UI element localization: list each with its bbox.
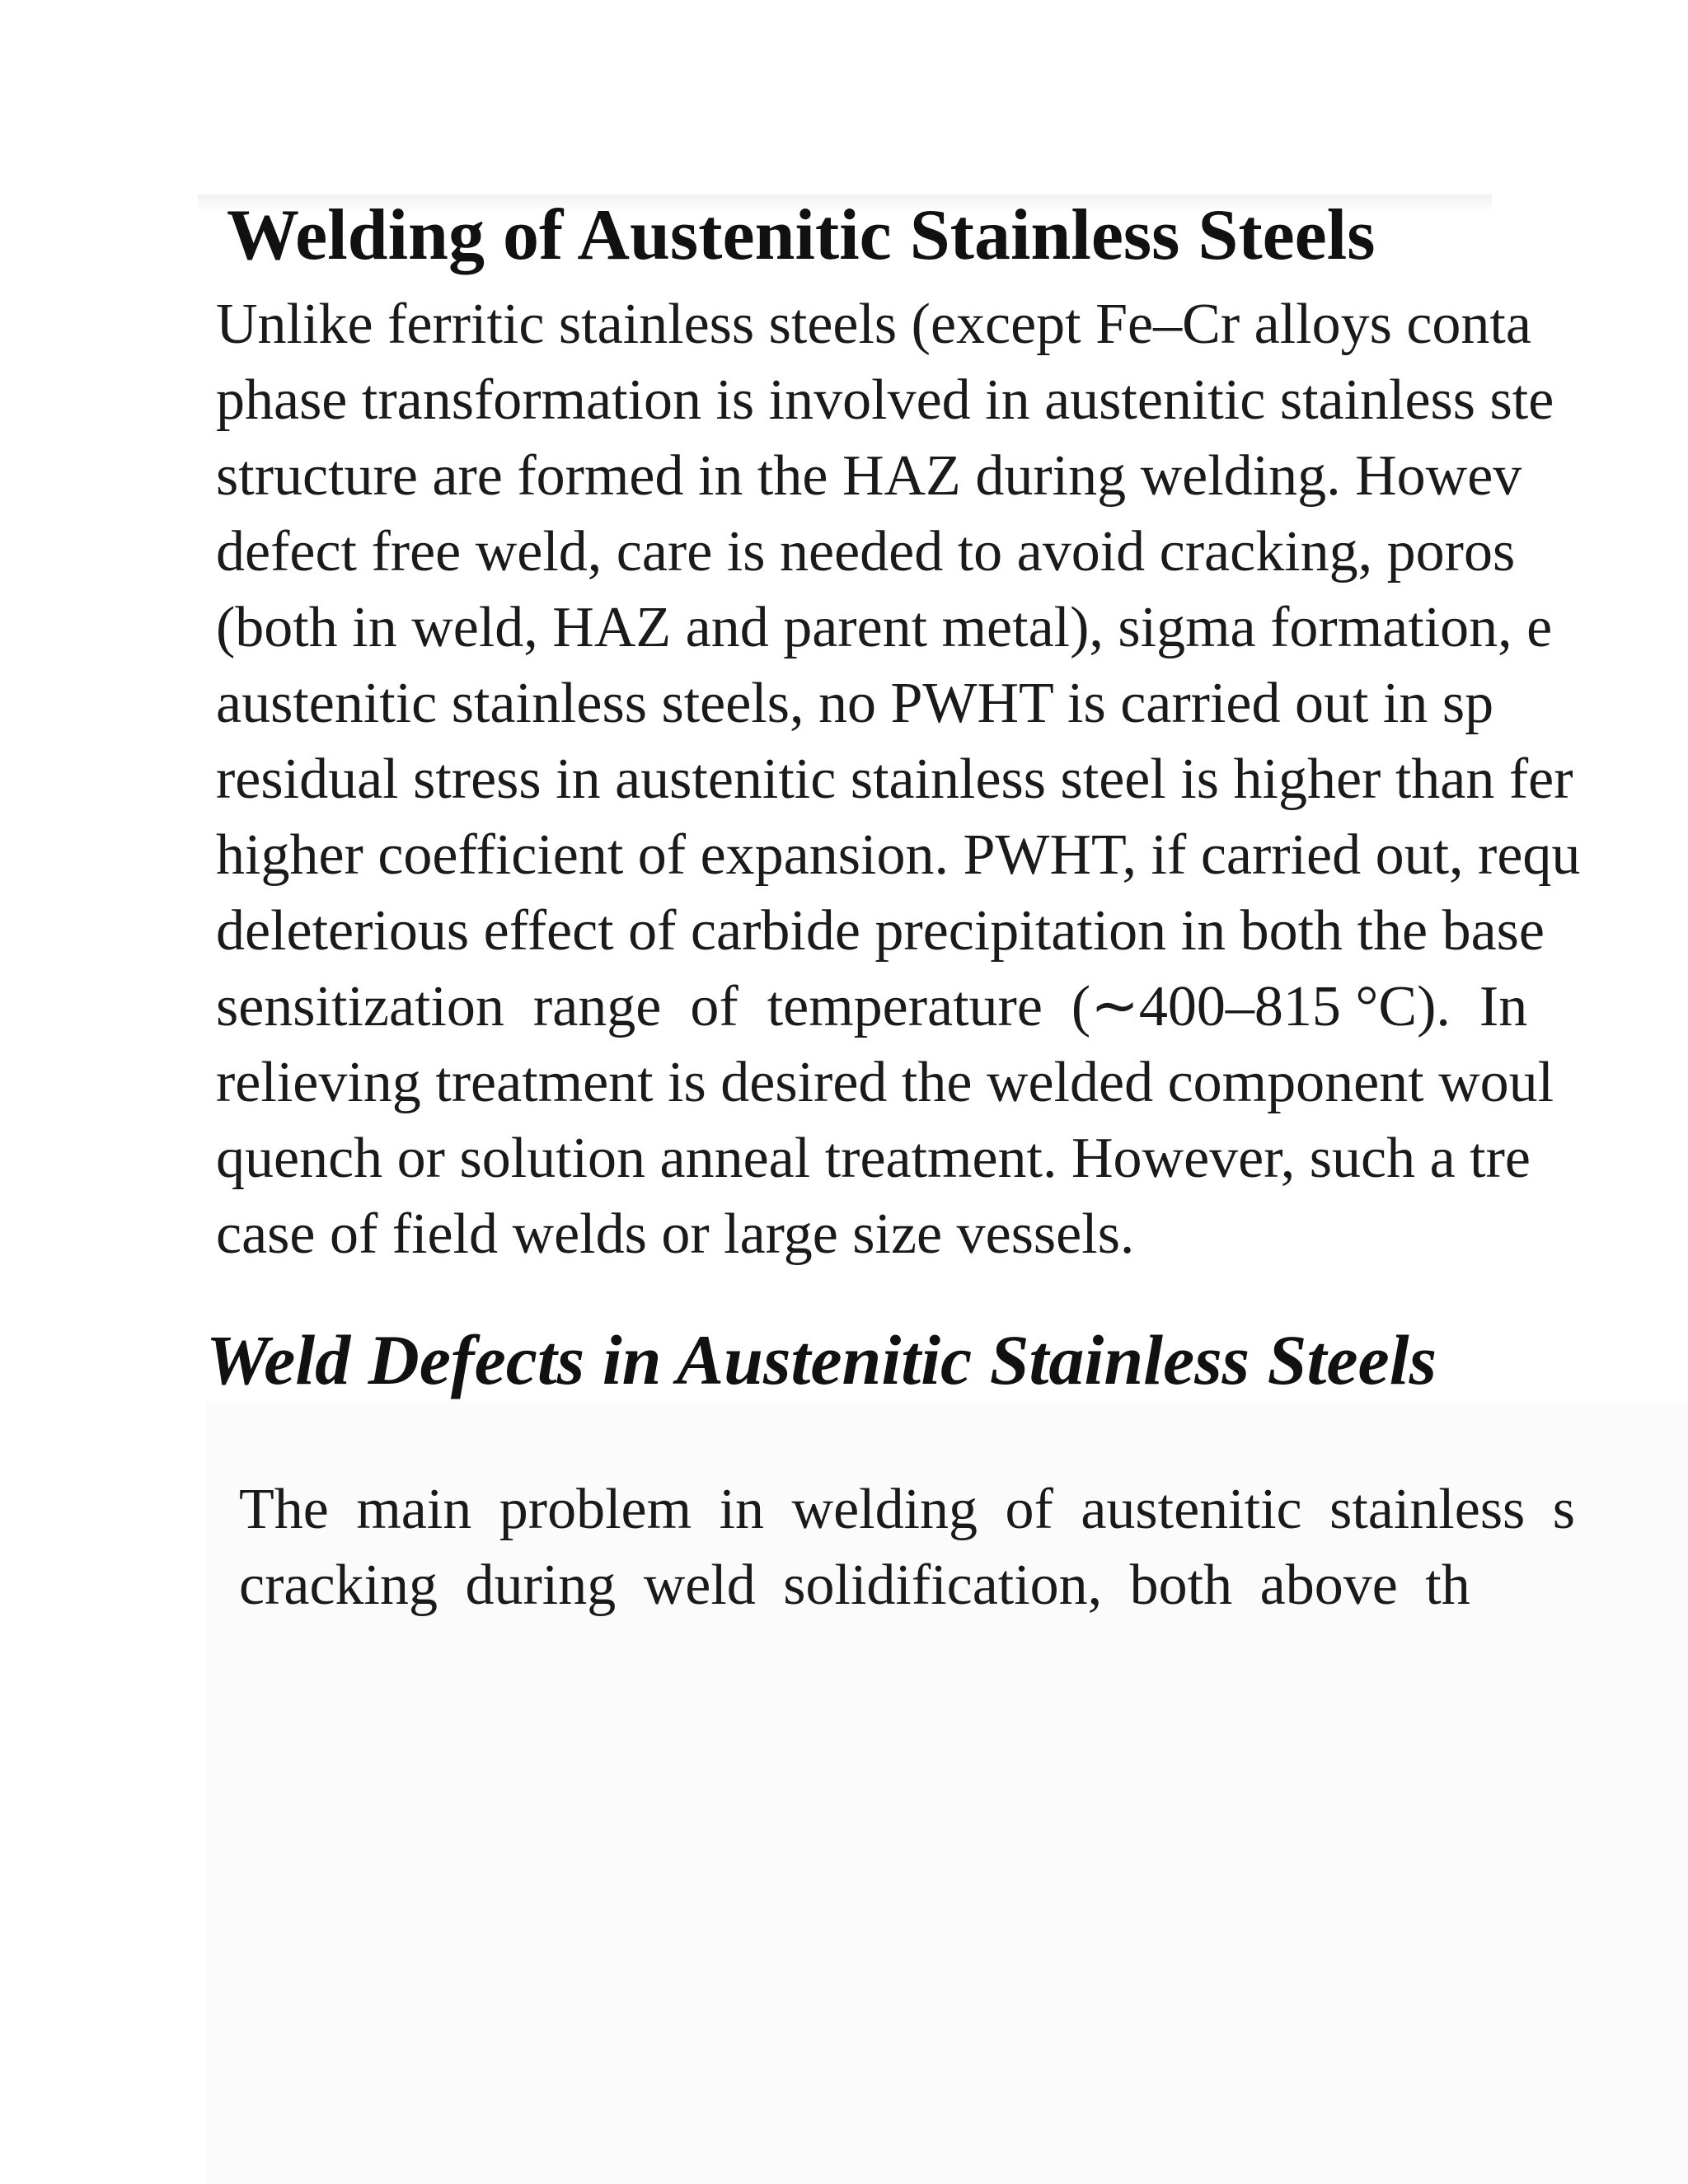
text-line: higher coefficient of expansion. PWHT, if carried out, requ xyxy=(216,823,1581,887)
text-line: austenitic stainless steels, no PWHT is carried out in sp xyxy=(216,672,1494,735)
text-line: deleterious effect of carbide precipitation in both the base xyxy=(216,899,1545,963)
text-line: (both in weld, HAZ and parent metal), sigma formation, e xyxy=(216,596,1553,659)
section-title: Welding of Austenitic Stainless Steels xyxy=(227,195,1376,275)
text-line: structure are formed in the HAZ during welding. Howev xyxy=(216,444,1522,508)
text-line: cracking during weld solidification, both above th xyxy=(239,1554,1470,1617)
text-line: case of field welds or large size vessels. xyxy=(216,1202,1135,1266)
text-line: sensitization range of temperature (∼400–815 °C). In xyxy=(216,975,1528,1038)
text-line: Unlike ferritic stainless steels (except Fe–Cr alloys conta xyxy=(216,293,1531,356)
text-line: residual stress in austenitic stainless steel is higher than fer xyxy=(216,748,1573,811)
text-line: defect free weld, care is needed to avoid cracking, poros xyxy=(216,520,1516,583)
text-line: The main problem in welding of austenitic stainless s xyxy=(239,1478,1576,1541)
paragraph-weld-defects xyxy=(239,1472,1575,1624)
text-line: phase transformation is involved in austenitic stainless ste xyxy=(216,368,1554,432)
text-line: relieving treatment is desired the welded component woul xyxy=(216,1051,1554,1114)
subsection-title: Weld Defects in Austenitic Stainless Steels xyxy=(206,1320,1437,1399)
text-line: quench or solution anneal treatment. However, such a tre xyxy=(216,1127,1531,1190)
paragraph-welding-overview xyxy=(216,287,1580,1272)
